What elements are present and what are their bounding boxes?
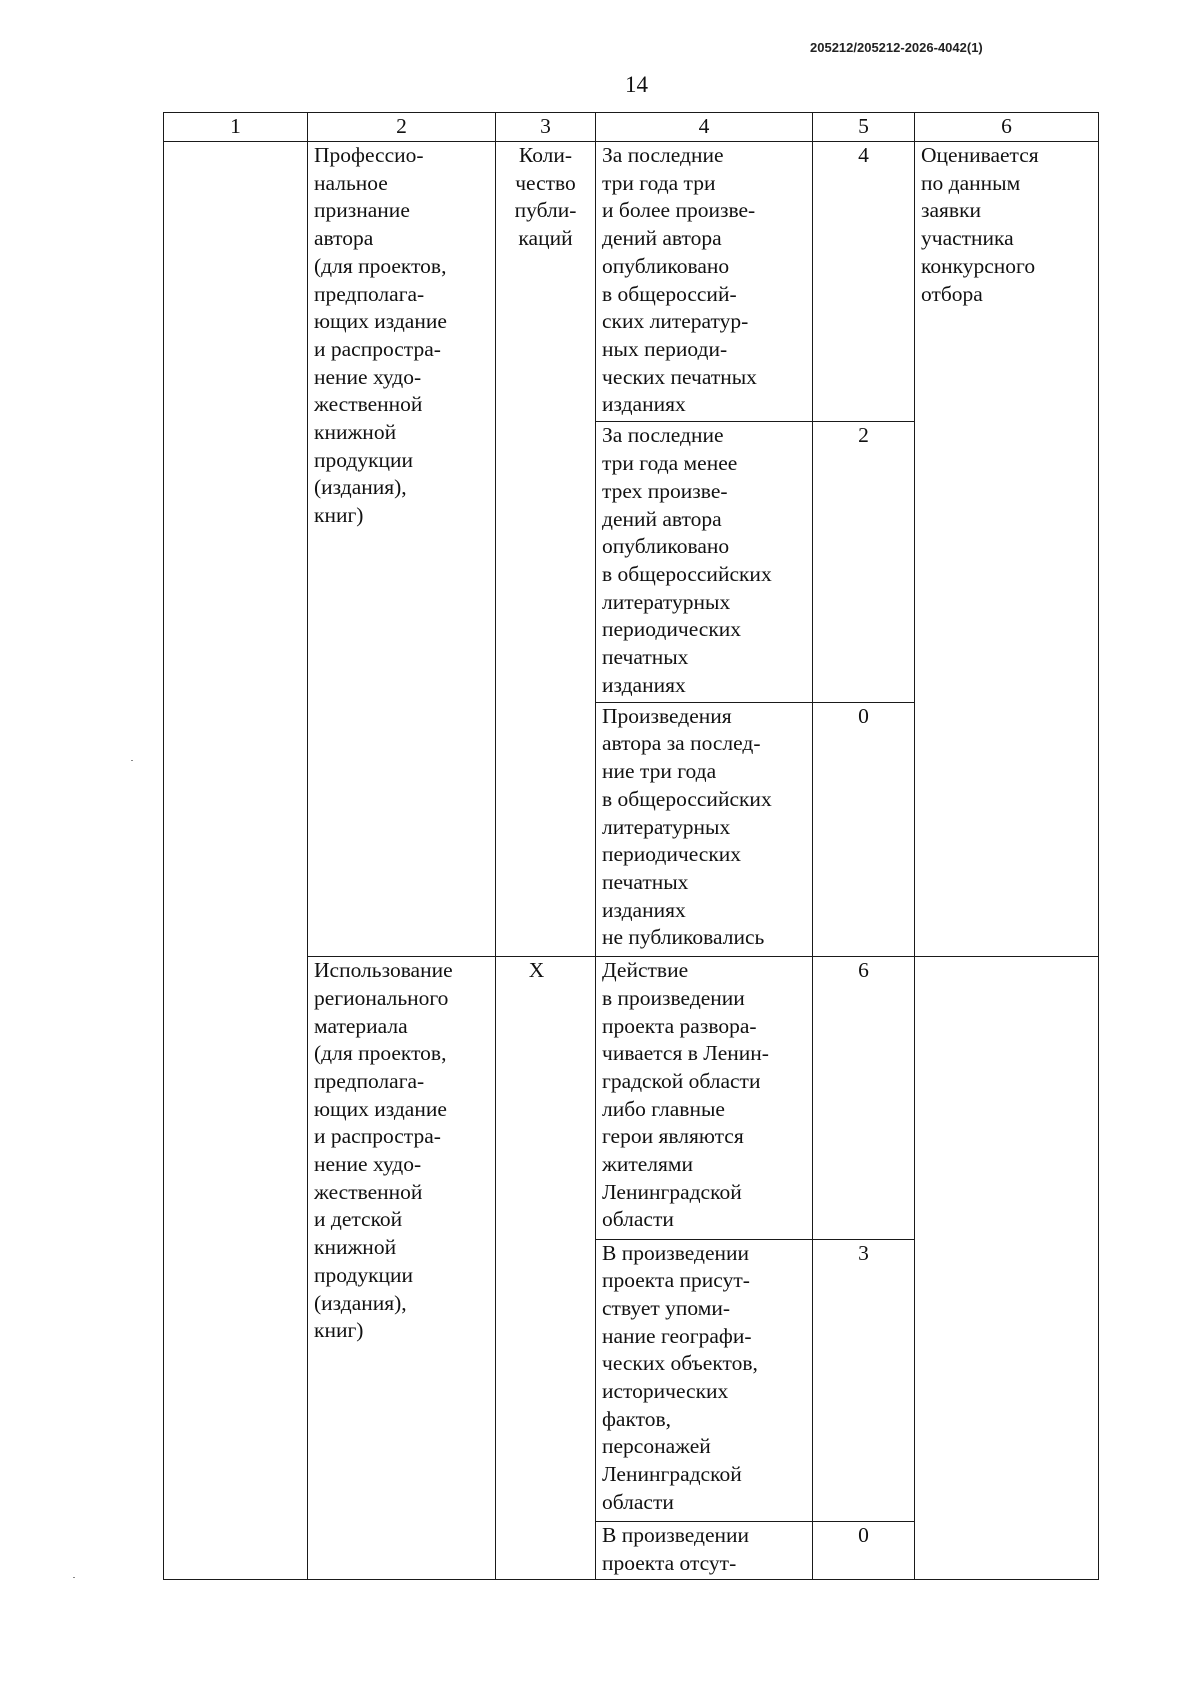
criteria-table — [163, 112, 1099, 1580]
condition-cell: В произведении проекта отсут- — [596, 1521, 813, 1579]
column-header: 2 — [308, 113, 496, 142]
document-id: 205212/205212-2026-4042(1) — [810, 40, 983, 55]
points-cell: 0 — [813, 1521, 915, 1579]
scan-speck — [131, 760, 133, 761]
condition-cell: Произведения автора за послед- ние три года в общероссийских литературных периодических печатных изданиях не публиковались — [596, 702, 813, 956]
indicator-cell: Коли- чество публи- каций — [496, 142, 596, 957]
points-cell: 0 — [813, 702, 915, 956]
points-cell: 2 — [813, 422, 915, 702]
page-number: 14 — [625, 72, 648, 97]
criterion-cell: Профессио- нальное признание автора (для проектов, предполага- ющих издание и распростра- нение худо- жественной книжной продукции (издания), книг) — [308, 142, 496, 957]
scan-speck — [73, 1577, 75, 1578]
note-cell: Оценивается по данным заявки участника конкурсного отбора — [915, 142, 1099, 957]
criterion-cell: Использование регионального материала (для проектов, предполага- ющих издание и распростра- нение худо- жественной и детской книжной продукции (издания), книг) — [308, 957, 496, 1580]
points-cell: 6 — [813, 957, 915, 1239]
condition-cell: За последние три года три и более произве- дений автора опубликовано в общероссий- ских литератур- ных периоди- ческих печатных изданиях — [596, 142, 813, 422]
note-cell — [915, 957, 1099, 1580]
indicator-cell: X — [496, 957, 596, 1580]
table-header-row — [164, 113, 1099, 142]
condition-cell: В произведении проекта присут- ствует упоми- нание географи- ческих объектов, исторических фактов, персонажей Ленинградской области — [596, 1239, 813, 1521]
column-header: 5 — [813, 113, 915, 142]
points-cell: 4 — [813, 142, 915, 422]
table-row — [164, 142, 1099, 422]
column-header: 1 — [164, 113, 308, 142]
column-header: 4 — [596, 113, 813, 142]
condition-cell: За последние три года менее трех произве- дений автора опубликовано в общероссийских литературных периодических печатных изданиях — [596, 422, 813, 702]
column-header: 6 — [915, 113, 1099, 142]
condition-cell: Действие в произведении проекта развора- чивается в Ленин- градской области либо главные герои являются жителями Ленинградской области — [596, 957, 813, 1239]
empty-column-cell — [164, 142, 308, 1580]
column-header: 3 — [496, 113, 596, 142]
points-cell: 3 — [813, 1239, 915, 1521]
